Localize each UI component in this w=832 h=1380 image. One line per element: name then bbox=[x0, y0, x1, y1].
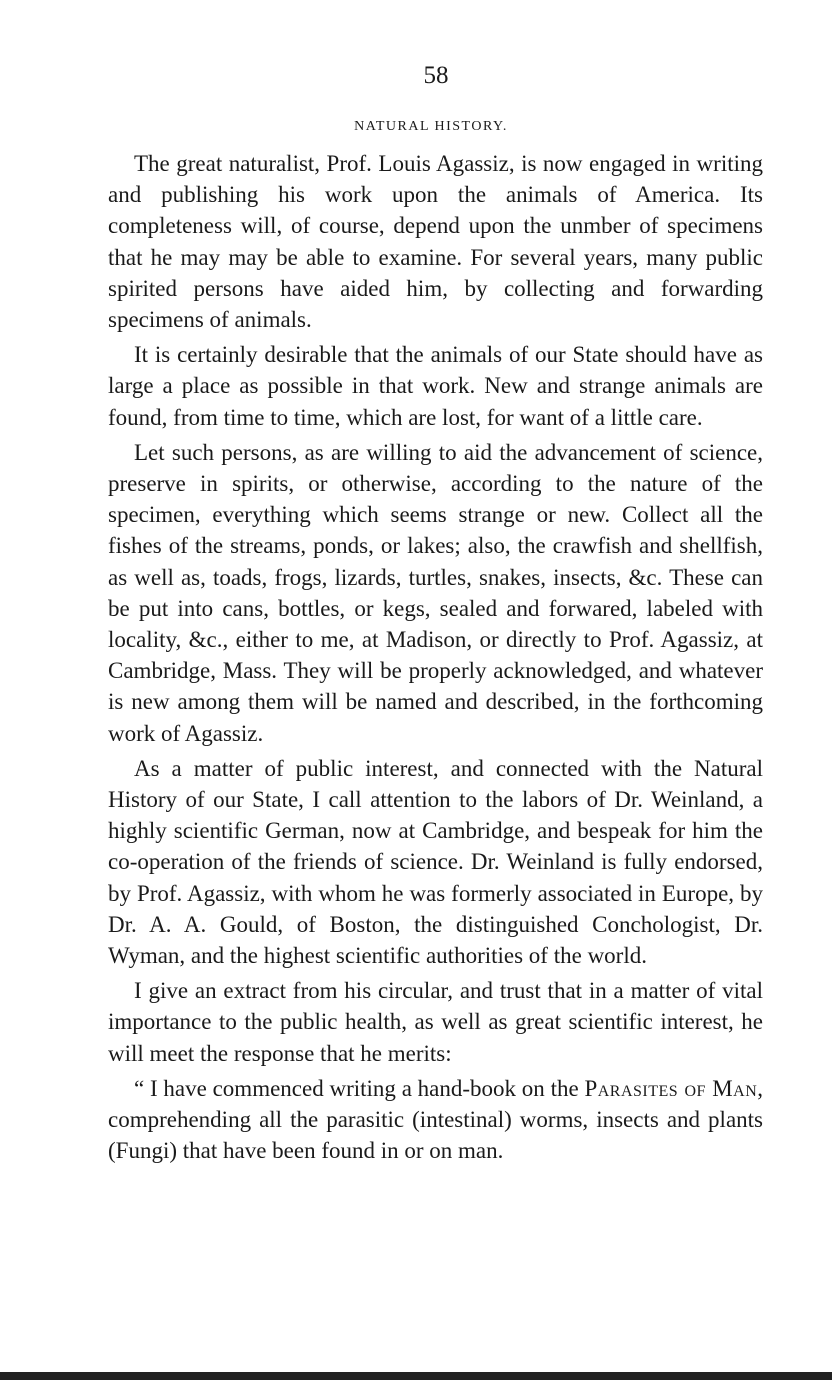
body-text bbox=[108, 148, 763, 1171]
page-bottom-edge bbox=[0, 1372, 832, 1380]
paragraph-agassiz-work: The great naturalist, Prof. Louis Agassiz, is now engaged in writing and publishing his work upon the animals of America. Its completeness will, of course, depend upon the unmber of specimens that he may may be able to examine. For several years, many public spirited persons have aided him, by collecting and forwarding specimens of animals. bbox=[108, 151, 763, 333]
paragraph-collect-specimens: Let such persons, as are willing to aid the advancement of science, preserve in spirits, or otherwise, according to the nature of the specimen, everything which seems strange or new. Collect all the fishes of the streams, ponds, or lakes; also, the crawfish and shellfish, as well as, toads, frogs, lizards, turtles, snakes, insects, &c. These can be put into cans, bottles, or kegs, sealed and forwared, labeled with locality, &c., either to me, at Madison, or directly to Prof. Agassiz, at Cambridge, Mass. They will be properly acknowledged, and whatever is new among them will be named and described, in the forthcoming work of Agassiz. bbox=[108, 439, 763, 746]
quotation-lead: “ I have commenced writing a hand-book on the bbox=[134, 1075, 585, 1101]
paragraph-circular-extract: I give an extract from his circular, and trust that in a matter of vital importance to the public health, as well as great scientific interest, he will meet the response that he merits: bbox=[108, 978, 763, 1066]
book-title-smallcaps: Parasites of Man bbox=[584, 1075, 758, 1101]
paragraph-dr-weinland: As a matter of public interest, and connected with the Natural History of our State, I call attention to the labors of Dr. Weinland, a highly scientific German, now at Cambridge, and bespeak for him the co-operation of the friends of science. Dr. Weinland is fully endorsed, by Prof. Agassiz, with whom he was formerly associated in Europe, by Dr. A. A. Gould, of Boston, the distinguished Conchologist, Dr. Wyman, and the highest scientific authorities of the world. bbox=[108, 755, 763, 969]
quotation-rest: , comprehending all the parasitic (intestinal) worms, insects and plants (Fungi) that have been found in or on man. bbox=[108, 1075, 764, 1164]
page-number: 58 bbox=[423, 62, 449, 89]
paragraph-state-animals: It is certainly desirable that the animals of our State should have as large a place as possible in that work. New and strange animals are found, from time to time, which are lost, for want of a little care. bbox=[108, 342, 763, 430]
running-head: NATURAL HISTORY. bbox=[354, 119, 508, 134]
paragraph-quotation bbox=[108, 1073, 763, 1167]
